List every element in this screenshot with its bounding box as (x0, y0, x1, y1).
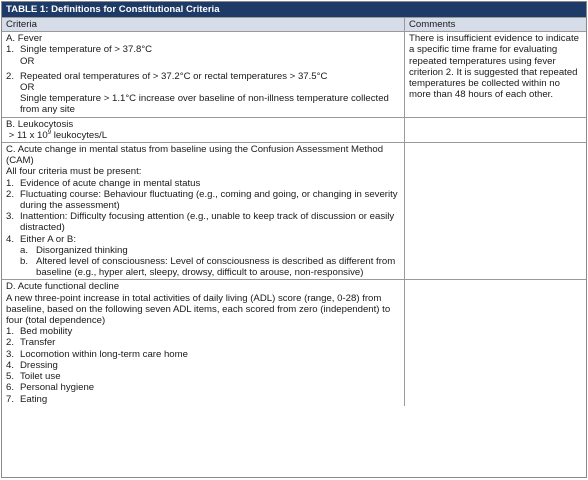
fever-item-1 (6, 44, 400, 55)
table-row-mental-status (2, 143, 586, 280)
criteria-table (2, 17, 586, 406)
mental-status-intro: All four criteria must be present: (6, 166, 142, 178)
leukocytosis-value (6, 130, 400, 141)
list-number: 4. (6, 233, 15, 245)
list-item (6, 360, 400, 371)
fever-or-2: OR (20, 82, 35, 94)
list-number: 2. (6, 70, 15, 82)
list-text: Inattention: Difficulty focusing attention (e.g., unable to keep track of discussion or easily distracted) (20, 211, 395, 234)
list-text: Either A or B: (20, 233, 76, 245)
mental-status-criteria-cell (2, 143, 405, 280)
list-text: Personal hygiene (20, 382, 95, 394)
table-row-fever (2, 32, 586, 117)
fever-title: A. Fever (6, 33, 43, 45)
table-caption: TABLE 1: Definitions for Constitutional Criteria (2, 2, 586, 17)
list-text: Eating (20, 393, 48, 405)
fever-criteria-cell (2, 32, 405, 117)
header-criteria: Criteria (2, 18, 405, 32)
leukocytosis-value-unit: leukocytes/L (51, 129, 108, 141)
list-item (6, 371, 400, 382)
table-row-functional-decline (2, 280, 586, 406)
functional-decline-title: D. Acute functional decline (6, 281, 120, 293)
list-number: 3. (6, 348, 15, 360)
sub-list-letter: b. (20, 256, 29, 268)
list-item (6, 349, 400, 360)
sub-list-text: Disorganized thinking (36, 244, 128, 256)
list-text: Dressing (20, 359, 58, 371)
functional-decline-criteria-cell (2, 280, 405, 406)
list-number: 6. (6, 382, 15, 394)
mental-status-comment (405, 143, 587, 280)
sub-list-item (6, 245, 400, 256)
fever-comment: There is insufficient evidence to indicate a specific time frame for evaluating repeated temperatures using fever criterion 2. It is suggested that repeated temperatures be collected within no more than 48 hours of each other. (405, 32, 587, 117)
leukocytosis-criteria-cell (2, 117, 405, 142)
table-row-leukocytosis (2, 117, 586, 142)
list-item (6, 394, 400, 405)
list-number: 3. (6, 211, 15, 223)
list-text: Fluctuating course: Behaviour fluctuating (e.g., coming and going, or changing in severity during the assessment) (20, 188, 398, 212)
leukocytosis-value-exponent: 9 (47, 129, 52, 136)
list-item (6, 382, 400, 393)
header-comments: Comments (405, 18, 587, 32)
list-text: Repeated oral temperatures of > 37.2°C or rectal temperatures > 37.5°C (20, 70, 328, 82)
list-number: 2. (6, 188, 15, 200)
list-item (6, 211, 400, 233)
sub-list-item (6, 256, 400, 278)
list-number: 1. (6, 177, 15, 189)
fever-or-1: OR (20, 55, 35, 67)
list-number: 1. (6, 326, 15, 338)
list-item (6, 337, 400, 348)
definitions-table-container (1, 1, 587, 478)
leukocytosis-comment (405, 117, 587, 142)
list-item (6, 326, 400, 337)
list-item (6, 178, 400, 189)
functional-decline-intro: A new three-point increase in total activities of daily living (ADL) score (range, 0-28) from baseline, based on the following seven ADL items, each scored from zero (independent) to four (total dependence) (6, 292, 391, 327)
list-text: Evidence of acute change in mental status (20, 177, 201, 189)
list-text: Bed mobility (20, 326, 73, 338)
list-number: 2. (6, 337, 15, 349)
list-number: 4. (6, 359, 15, 371)
list-text: Single temperature of > 37.8°C (20, 44, 153, 56)
list-number: 7. (6, 393, 15, 405)
fever-item-2 (6, 71, 400, 82)
list-text: Locomotion within long-term care home (20, 348, 188, 360)
functional-decline-comment (405, 280, 587, 406)
list-text: Toilet use (20, 371, 61, 383)
list-number: 1. (6, 44, 15, 56)
sub-list-text: Altered level of consciousness: Level of consciousness is described as different from baseline (e.g., hyper alert, sleepy, drowsy, difficult to arouse, non-responsive) (36, 256, 396, 279)
table-header-row (2, 18, 586, 32)
sub-list-letter: a. (20, 244, 29, 256)
leukocytosis-title: B. Leukocytosis (6, 118, 74, 130)
list-number: 5. (6, 371, 15, 383)
leukocytosis-value-prefix: > 11 x 10 (8, 129, 48, 141)
mental-status-title: C. Acute change in mental status from baseline using the Confusion Assessment Method (CAM) (6, 144, 384, 167)
list-text: Transfer (20, 337, 56, 349)
list-item (6, 189, 400, 211)
list-item (6, 234, 400, 245)
fever-item-2b: Single temperature > 1.1°C increase over baseline of non-illness temperature collected from any site (20, 93, 389, 116)
